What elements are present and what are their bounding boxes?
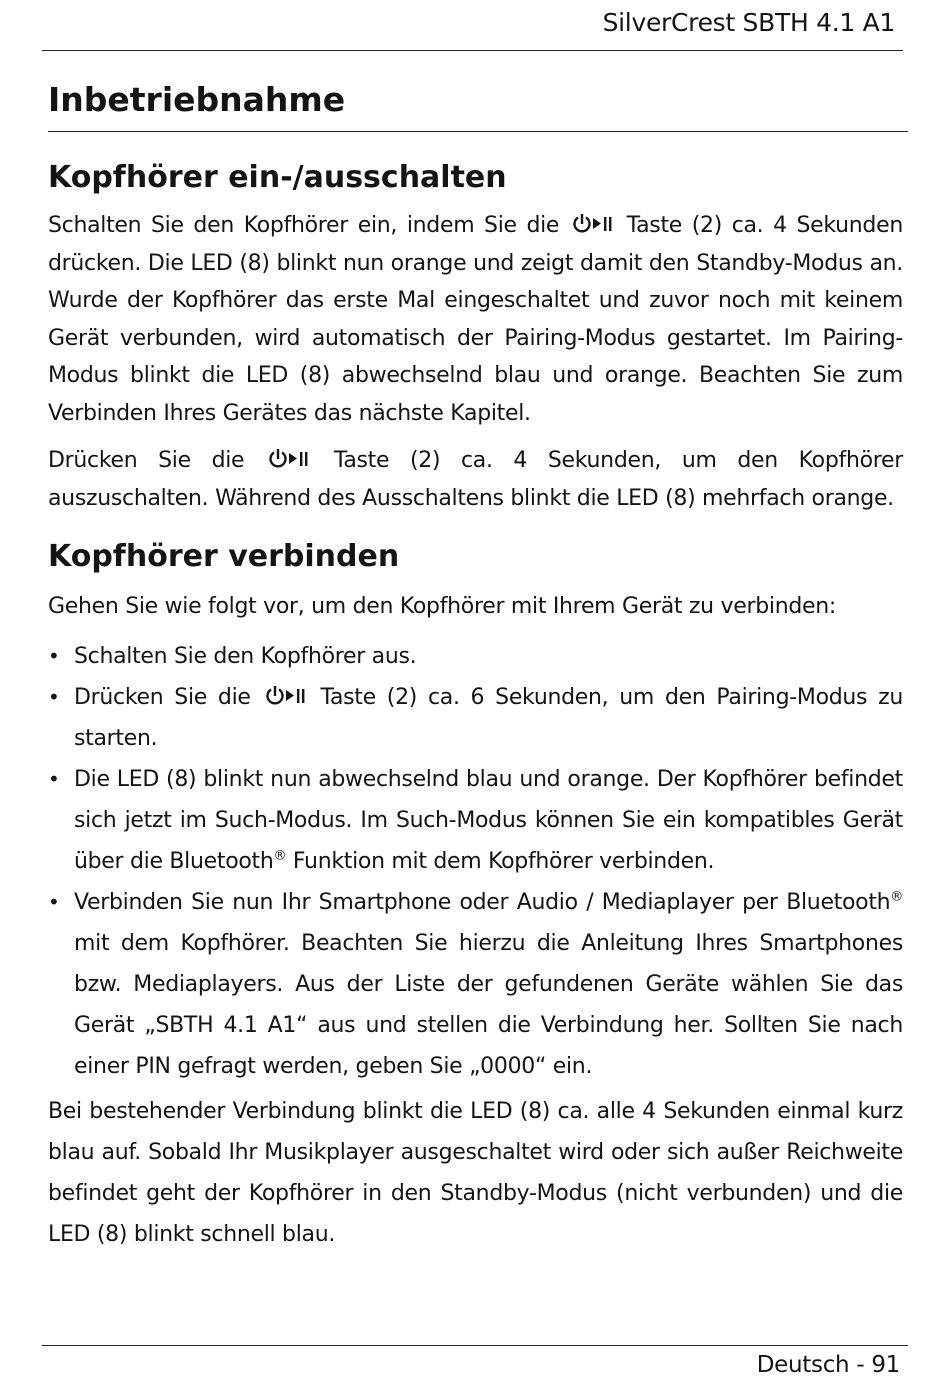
bullet: • — [48, 889, 60, 914]
header-title: SilverCrest SBTH 4.1 A1 — [602, 8, 895, 37]
registered-mark: ® — [890, 889, 903, 905]
connect-heading: Kopfhörer verbinden — [48, 539, 400, 574]
section-title: Inbetriebnahme — [48, 80, 908, 132]
connect-outro: Bei bestehender Verbindung blinkt die LED (8) ca. alle 4 Sekunden einmal kurz blau auf. Sobald Ihr Musikplayer ausgeschaltet wird oder sich außer Reichweite befindet geht der Kopfhörer in den Standby-Modus (nicht verbunden) und die LED (8) blinkt schnell blau. — [48, 1098, 903, 1247]
power-p1-rest: Taste (2) ca. 4 Sekunden drücken. Die LED (8) blinkt nun orange und zeigt damit den Standby-Modus an. Wurde der Kopfhörer das erste Mal eingeschaltet und zuvor noch mit keinem Gerät verbunden, wird automatisch der Pairing-Modus gestartet. Im Pairing-Modus blinkt die LED (8) abwechselnd blau und orange. Beachten Sie zum Verbinden Ihres Gerätes das nächste Kapitel. — [48, 213, 903, 426]
power-play-pause-icon — [267, 448, 311, 470]
list-item — [48, 636, 903, 677]
power-p1-start: Schalten Sie den Kopfhörer ein, indem Sie die — [48, 213, 560, 238]
page-header — [42, 0, 903, 51]
power-play-pause-icon — [571, 213, 615, 235]
list-item — [48, 882, 903, 1087]
power-heading: Kopfhörer ein-/ausschalten — [48, 160, 507, 195]
step-3-rest: Funktion mit dem Kopfhörer verbinden. — [286, 848, 715, 874]
power-p2-rest: Taste (2) ca. 4 Sekunden, um den Kopfhörer auszuschalten. Während des Ausschaltens blinkt die LED (8) mehrfach orange. — [48, 448, 903, 511]
page-content — [48, 80, 903, 1255]
step-3-start: Die LED (8) blinkt nun abwechselnd blau und orange. Der Kopfhörer befindet sich jetzt im Such-Modus. Im Such-Modus können Sie ein kompatibles Gerät über die Bluetooth — [74, 766, 903, 874]
power-play-pause-icon — [264, 685, 308, 707]
step-2-start: Drücken Sie die — [74, 684, 251, 710]
list-item — [48, 677, 903, 759]
power-p2-start: Drücken Sie die — [48, 448, 245, 473]
power-paragraph-1 — [48, 207, 903, 432]
list-item — [48, 759, 903, 882]
power-paragraph-2 — [48, 442, 903, 517]
bullet: • — [48, 766, 60, 791]
footer-divider — [42, 1345, 908, 1346]
step-2-rest: Taste (2) ca. 6 Sekunden, um den Pairing-Modus zu starten. — [74, 684, 904, 751]
step-1-text: Schalten Sie den Kopfhörer aus. — [74, 643, 417, 669]
connect-intro: Gehen Sie wie folgt vor, um den Kopfhörer mit Ihrem Gerät zu verbinden: — [48, 594, 836, 619]
step-4-rest: mit dem Kopfhörer. Beachten Sie hierzu die Anleitung Ihres Smartphones bzw. Mediaplayers. Aus der Liste der gefundenen Geräte wählen Sie das Gerät „SBTH 4.1 A1“ aus und stellen die Verbindung her. Sollten Sie nach einer PIN gefragt werden, geben Sie „0000“ ein. — [74, 930, 903, 1079]
bullet: • — [48, 643, 60, 668]
page-number: Deutsch - 91 — [756, 1352, 900, 1378]
registered-mark: ® — [273, 848, 287, 864]
bullet: • — [48, 684, 60, 709]
connect-steps-list — [48, 636, 903, 1087]
step-4-start: Verbinden Sie nun Ihr Smartphone oder Audio / Mediaplayer per Bluetooth — [74, 889, 891, 915]
